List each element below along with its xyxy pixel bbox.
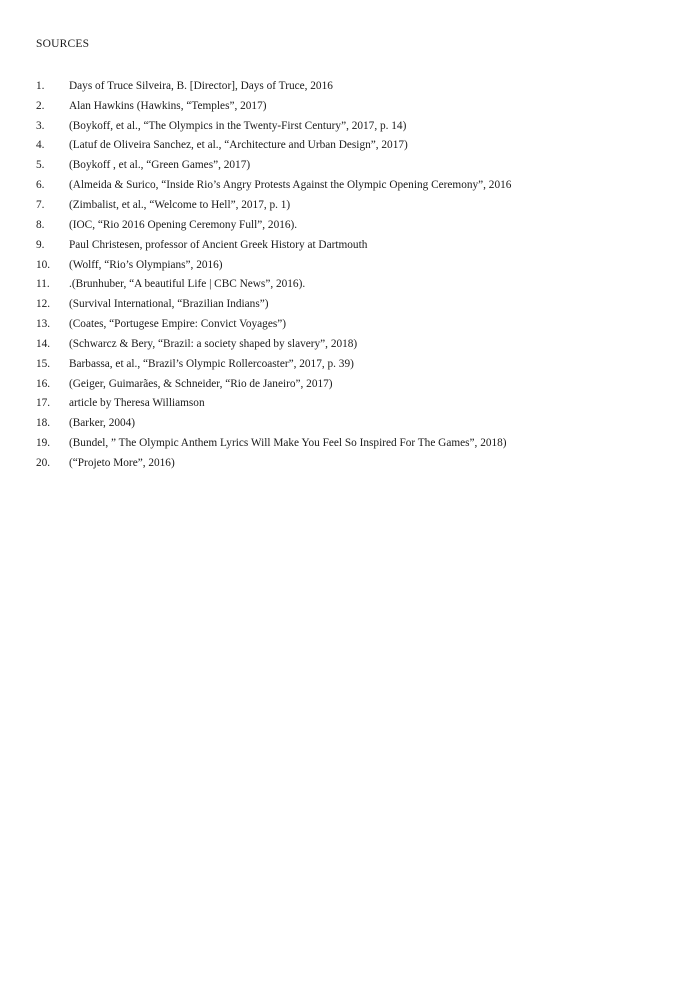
source-item bbox=[36, 354, 676, 374]
source-item bbox=[36, 255, 676, 275]
source-text: (Zimbalist, et al., “Welcome to Hell”, 2017, p. 1) bbox=[69, 198, 291, 211]
source-text: Days of Truce Silveira, B. [Director], Days of Truce, 2016 bbox=[69, 79, 333, 92]
source-number: 19. bbox=[36, 437, 51, 450]
source-number: 5. bbox=[36, 159, 45, 172]
source-item bbox=[36, 294, 676, 314]
source-number: 18. bbox=[36, 417, 51, 430]
sources-list bbox=[36, 76, 676, 473]
source-item bbox=[36, 76, 676, 96]
source-text: (Survival International, “Brazilian Indians”) bbox=[69, 298, 269, 311]
sources-heading: SOURCES bbox=[36, 38, 90, 50]
source-number: 15. bbox=[36, 357, 51, 370]
source-item bbox=[36, 433, 676, 453]
source-item bbox=[36, 413, 676, 433]
source-number: 11. bbox=[36, 278, 50, 291]
source-item bbox=[36, 314, 676, 334]
source-item bbox=[36, 274, 676, 294]
source-number: 2. bbox=[36, 99, 45, 112]
source-number: 1. bbox=[36, 79, 45, 92]
source-number: 14. bbox=[36, 337, 51, 350]
source-text: (Coates, “Portugese Empire: Convict Voyages”) bbox=[69, 318, 287, 331]
source-text: Barbassa, et al., “Brazil’s Olympic Rollercoaster”, 2017, p. 39) bbox=[69, 357, 354, 370]
source-text: article by Theresa Williamson bbox=[69, 397, 205, 410]
source-item bbox=[36, 235, 676, 255]
source-number: 4. bbox=[36, 139, 45, 152]
source-number: 10. bbox=[36, 258, 51, 271]
source-text: (Bundel, ” The Olympic Anthem Lyrics Will Make You Feel So Inspired For The Games”, 2018) bbox=[69, 437, 507, 450]
source-text: (Latuf de Oliveira Sanchez, et al., “Architecture and Urban Design”, 2017) bbox=[69, 139, 408, 152]
source-text: (“Projeto More”, 2016) bbox=[69, 456, 175, 469]
source-item bbox=[36, 394, 676, 414]
source-text: (IOC, “Rio 2016 Opening Ceremony Full”, 2016). bbox=[69, 218, 298, 231]
source-text: (Wolff, “Rio’s Olympians”, 2016) bbox=[69, 258, 223, 271]
source-number: 12. bbox=[36, 298, 51, 311]
source-number: 13. bbox=[36, 318, 51, 331]
source-text: (Almeida & Surico, “Inside Rio’s Angry Protests Against the Olympic Opening Ceremony”, 2016 bbox=[69, 179, 512, 192]
source-number: 7. bbox=[36, 198, 45, 211]
source-text: Alan Hawkins (Hawkins, “Temples”, 2017) bbox=[69, 99, 267, 112]
source-item bbox=[36, 374, 676, 394]
source-item bbox=[36, 175, 676, 195]
source-number: 3. bbox=[36, 119, 45, 132]
source-item bbox=[36, 334, 676, 354]
source-item bbox=[36, 116, 676, 136]
source-number: 17. bbox=[36, 397, 51, 410]
source-text: (Geiger, Guimarães, & Schneider, “Rio de Janeiro”, 2017) bbox=[69, 377, 333, 390]
source-item bbox=[36, 136, 676, 156]
source-item bbox=[36, 215, 676, 235]
source-item bbox=[36, 453, 676, 473]
source-text: (Boykoff, et al., “The Olympics in the Twenty-First Century”, 2017, p. 14) bbox=[69, 119, 407, 132]
source-item bbox=[36, 195, 676, 215]
source-item bbox=[36, 96, 676, 116]
source-text: Paul Christesen, professor of Ancient Greek History at Dartmouth bbox=[69, 238, 368, 251]
source-item bbox=[36, 155, 676, 175]
source-text: .(Brunhuber, “A beautiful Life | CBC News”, 2016). bbox=[69, 278, 306, 291]
source-text: (Barker, 2004) bbox=[69, 417, 136, 430]
source-number: 6. bbox=[36, 179, 45, 192]
source-number: 8. bbox=[36, 218, 45, 231]
source-text: (Boykoff , et al., “Green Games”, 2017) bbox=[69, 159, 251, 172]
source-number: 20. bbox=[36, 456, 51, 469]
source-number: 9. bbox=[36, 238, 45, 251]
source-text: (Schwarcz & Bery, “Brazil: a society shaped by slavery”, 2018) bbox=[69, 337, 358, 350]
source-number: 16. bbox=[36, 377, 51, 390]
